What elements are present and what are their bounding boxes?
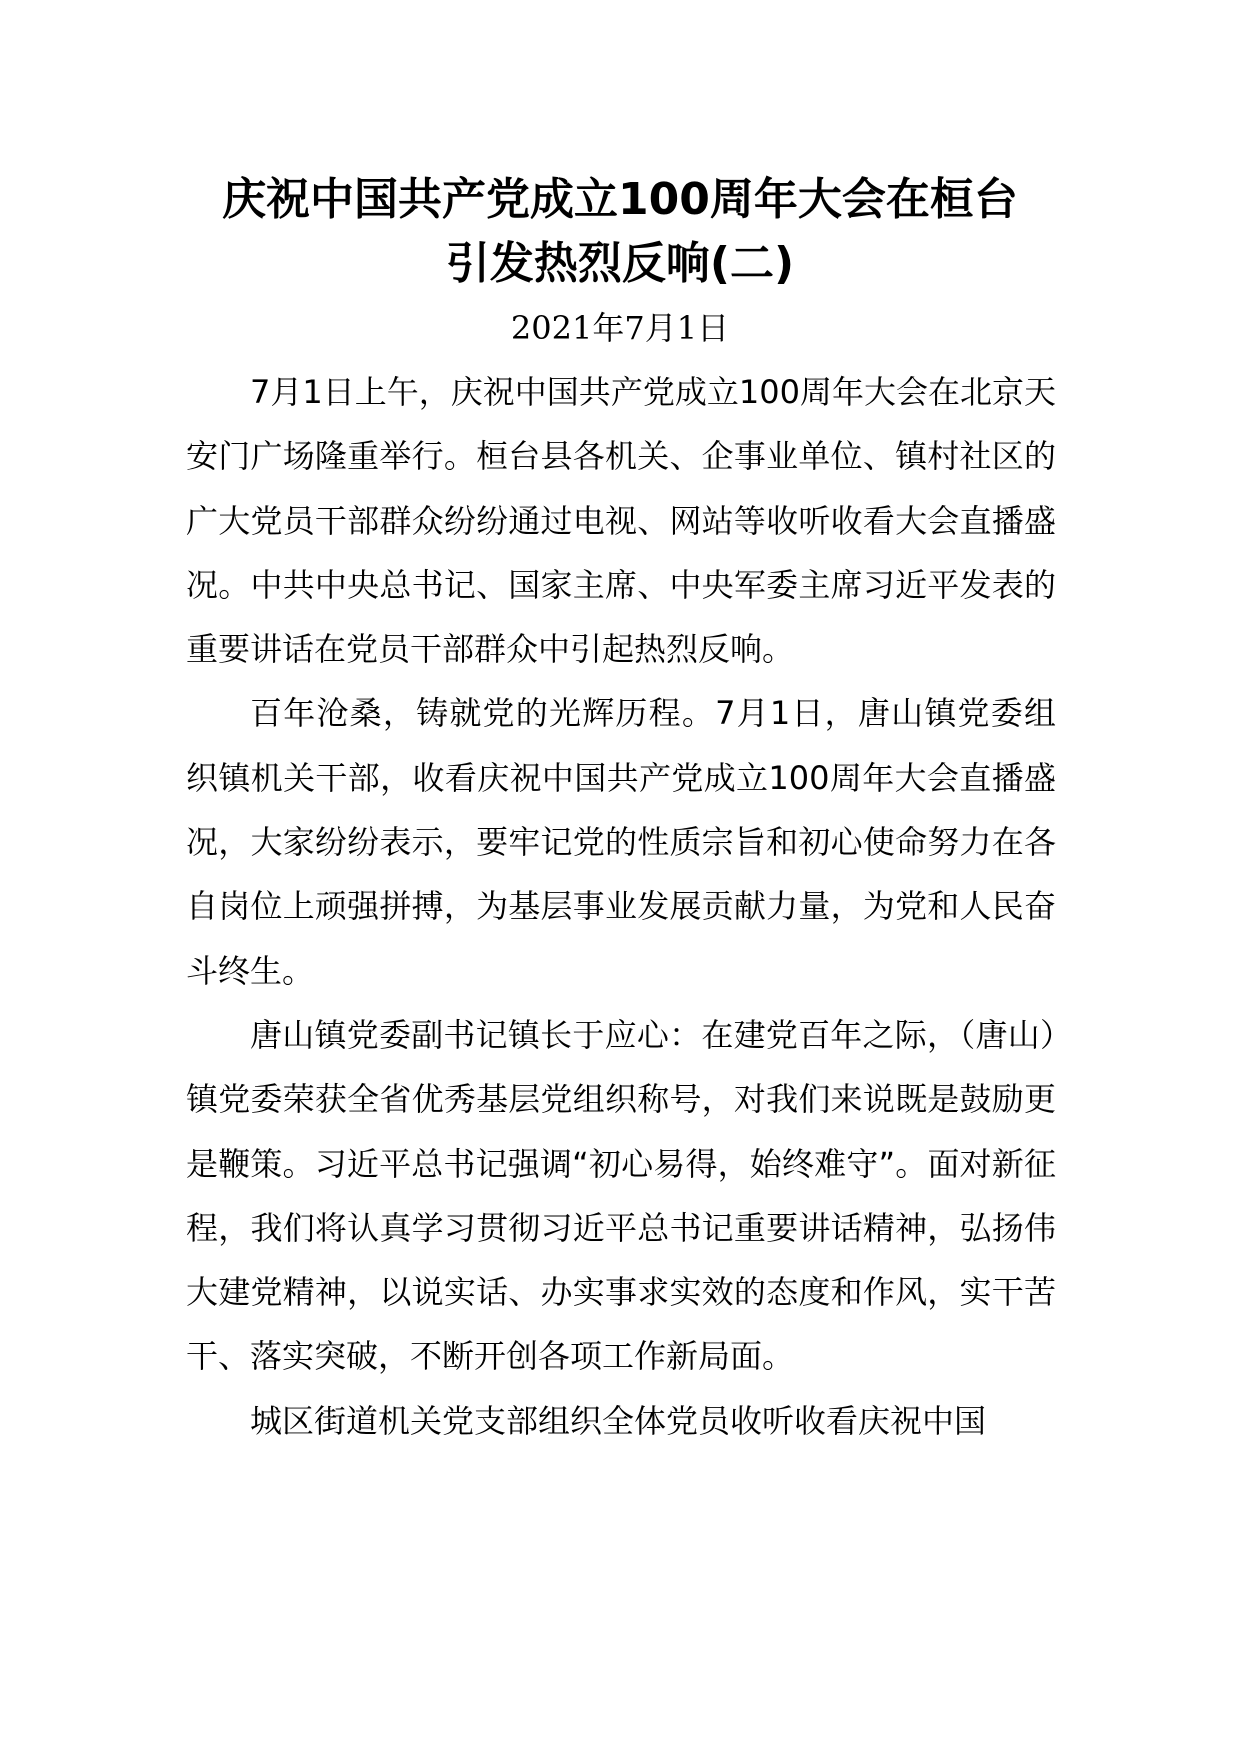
document-title-line-1: 庆祝中国共产党成立100周年大会在桓台 [222, 174, 1018, 225]
document-date: 2021年7月1日 [510, 309, 730, 347]
document-title-line-2: 引发热烈反响(二) [445, 238, 795, 289]
paragraph-1: 7月1日上午，庆祝中国共产党成立100周年大会在北京天安门广场隆重举行。桓台县各机关、企事业单位、镇村社区的广大党员干部群众纷纷通过电视、网站等收听收看大会直播盛况。中共中央总书记、国家主席、中央军委主席习近平发表的重要讲话在党员干部群众中引起热烈反响。 [186, 373, 1056, 669]
document-body [186, 360, 1056, 1453]
paragraph-4: 城区街道机关党支部组织全体党员收听收看庆祝中国 [250, 1401, 987, 1440]
paragraph-2: 百年沧桑，铸就党的光辉历程。7月1日，唐山镇党委组织镇机关干部，收看庆祝中国共产党成立100周年大会直播盛况，大家纷纷表示，要牢记党的性质宗旨和初心使命努力在各自岗位上顽强拼搏，为基层事业发展贡献力量，为党和人民奋斗终生。 [186, 694, 1056, 990]
paragraph-3: 唐山镇党委副书记镇长于应心：在建党百年之际，（唐山）镇党委荣获全省优秀基层党组织称号，对我们来说既是鼓励更是鞭策。习近平总书记强调“初心易得，始终难守”。面对新征程，我们将认真学习贯彻习近平总书记重要讲话精神，弘扬伟大建党精神，以说实话、办实事求实效的态度和作风，实干苦干、落实突破，不断开创各项工作新局面。 [186, 1015, 1056, 1376]
